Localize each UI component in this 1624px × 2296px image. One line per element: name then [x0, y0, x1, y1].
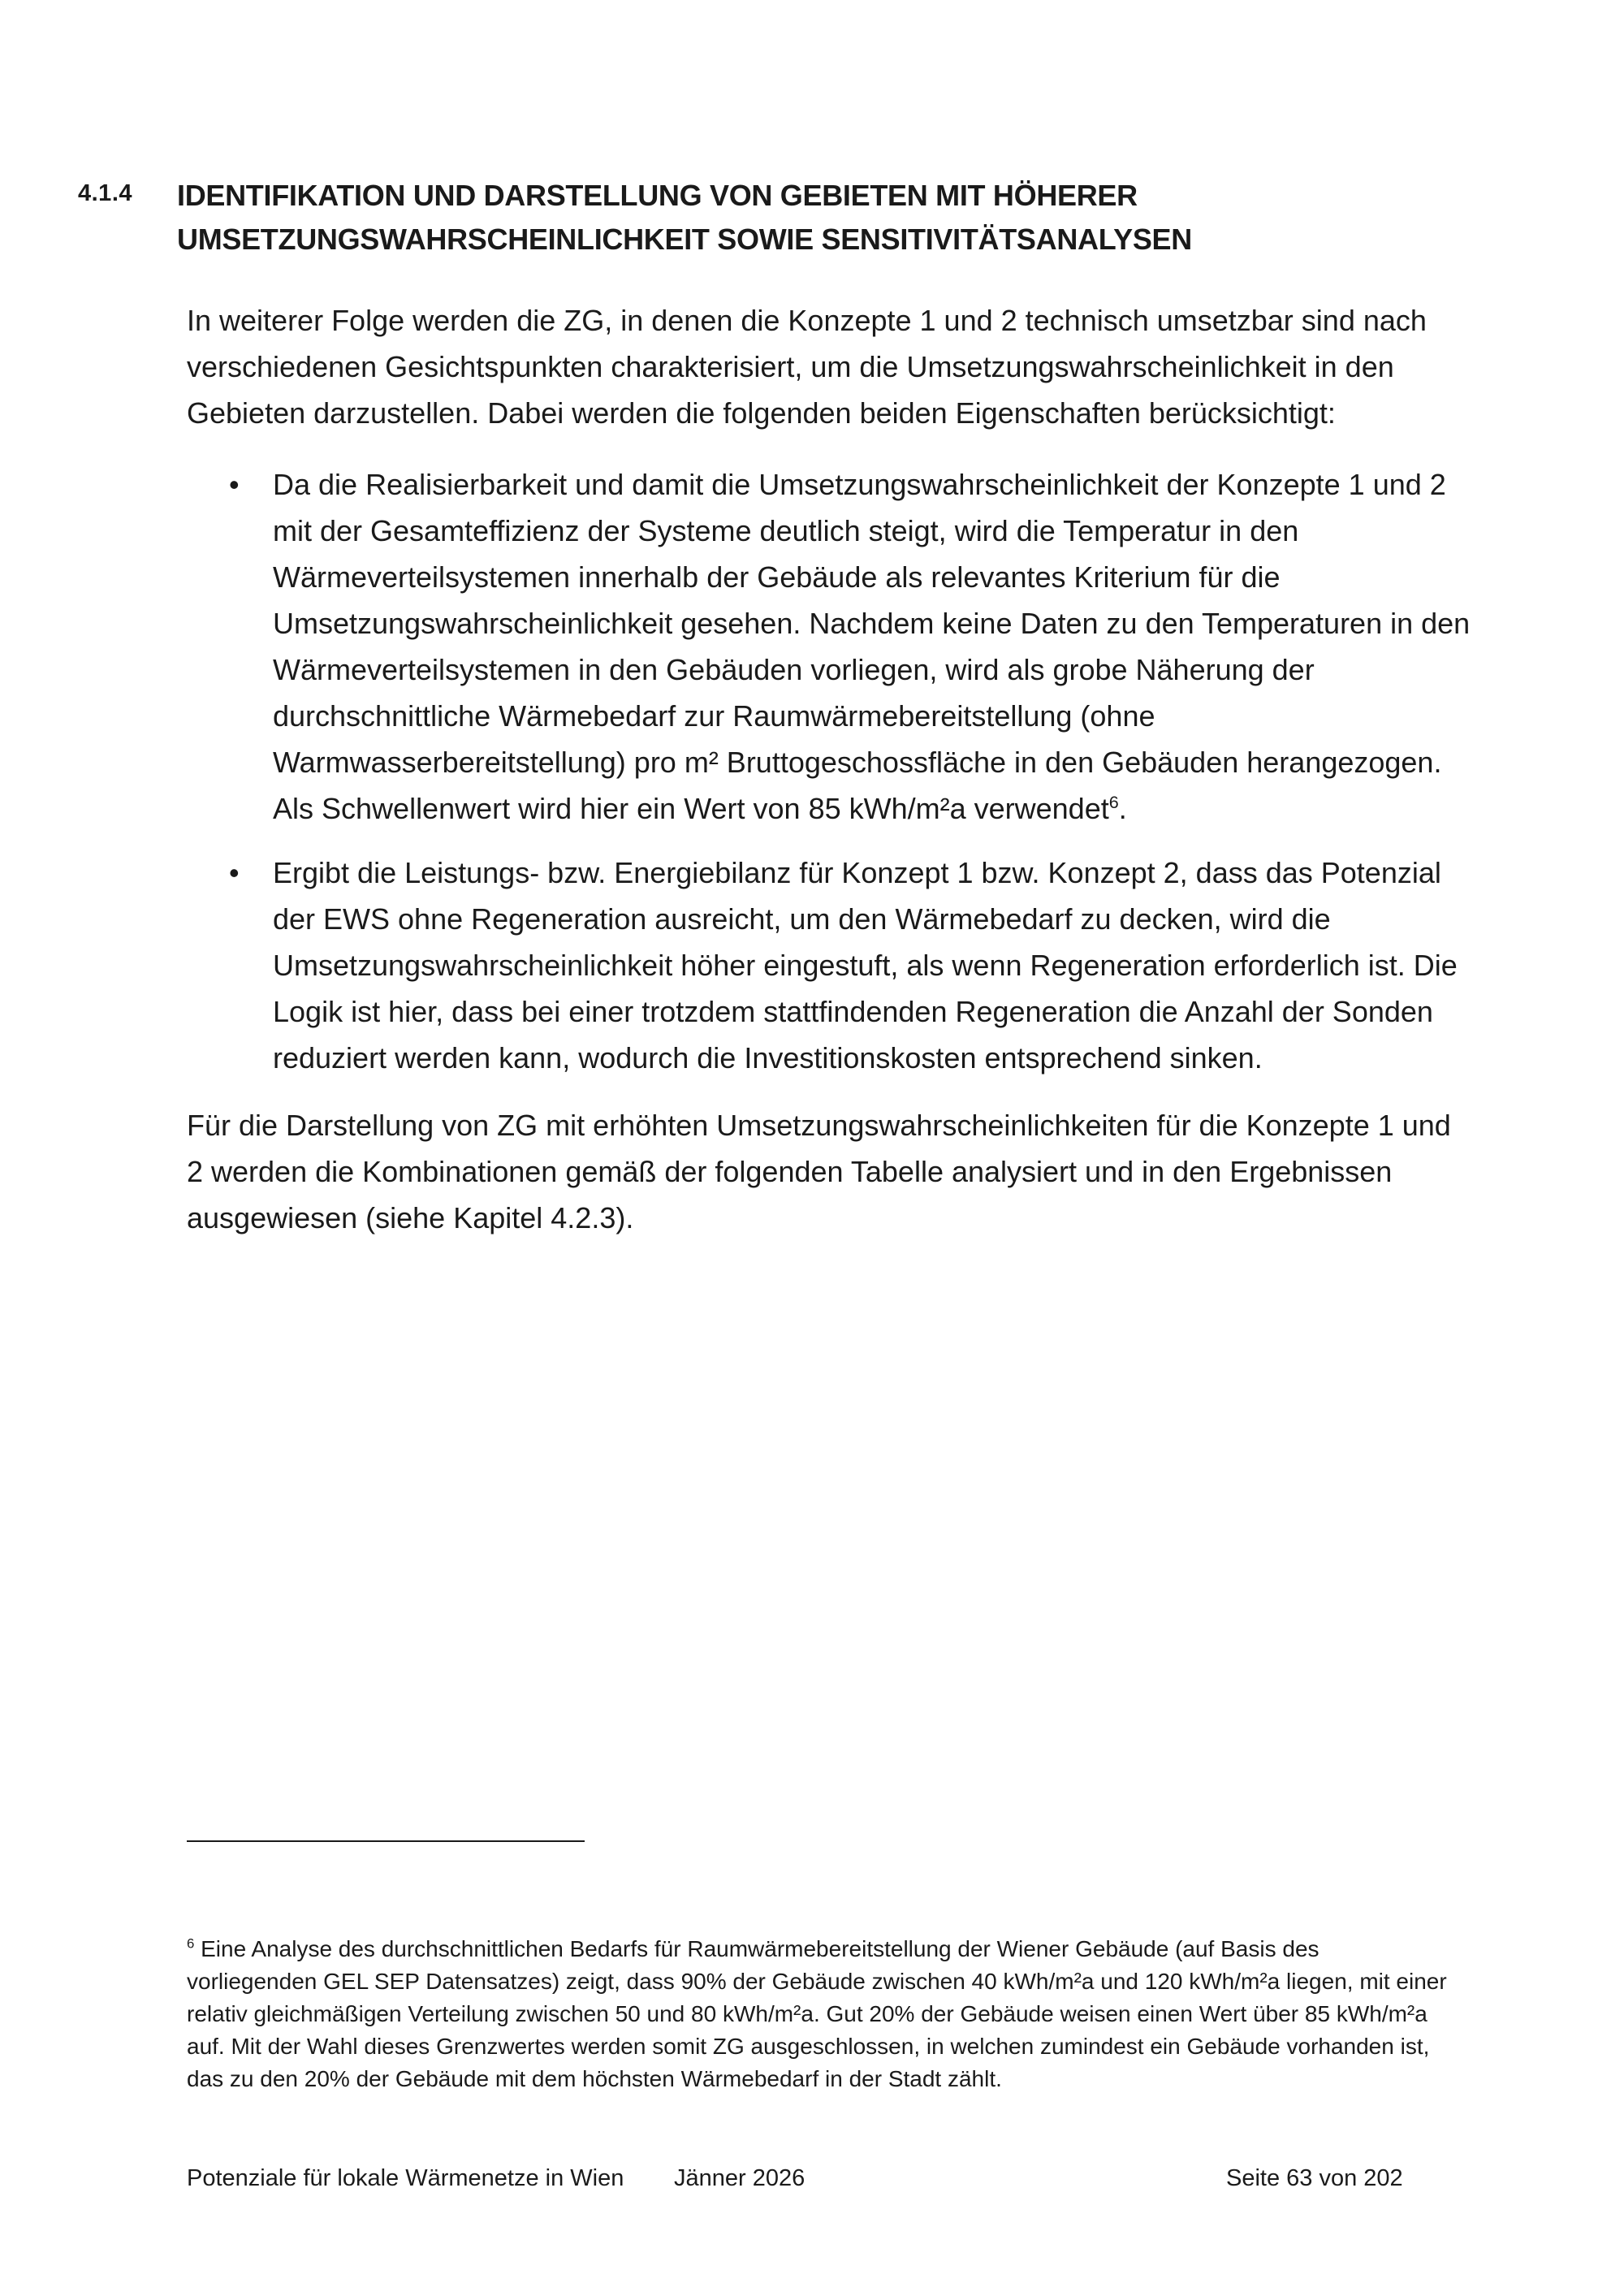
bullet-marker: •	[229, 468, 240, 501]
footnote-separator	[187, 1840, 585, 1842]
list-item-text: Da die Realisierbarkeit und damit die Umsetzungswahrscheinlichkeit der Konzepte 1 und 2 mit der Gesamteffizienz der Systeme deutlich steigt, wird die Temperatur in den Wärmeverteilsystemen innerhalb der Gebäude als relevantes Kriterium für die Umsetzungswahrscheinlichkeit gesehen. Nachdem keine Daten zu den Temperaturen in den Wärmeverteilsystemen in den Gebäuden vorliegen, wird als grobe Näherung der durchschnittliche Wärmebedarf zur Raumwärmebereitstellung (ohne Warmwasserbereitstellung) pro m² Bruttogeschossfläche in den Gebäuden herangezogen. Als Schwellenwert wird hier ein Wert von 85 kWh/m²a verwendet	[273, 468, 1471, 825]
intro-paragraph: In weiterer Folge werden die ZG, in denen die Konzepte 1 und 2 technisch umsetzbar sind nach verschiedenen Gesichtspunkten charakterisiert, um die Umsetzungswahrscheinlichkeit in den Gebieten darzustellen. Dabei werden die folgenden beiden Eigenschaften berücksichtigt:	[187, 304, 1427, 430]
bullet-marker: •	[229, 856, 240, 889]
list-item-text: Ergibt die Leistungs- bzw. Energiebilanz für Konzept 1 bzw. Konzept 2, dass das Potenzial der EWS ohne Regeneration ausreicht, um den Wärmebedarf zu decken, wird die Umsetzungswahrscheinlichkeit höher eingestuft, als wenn Regeneration erforderlich ist. Die Logik ist hier, dass bei einer trotzdem stattfindenden Regeneration die Anzahl der Sonden reduziert werden kann, wodurch die Investitionskosten entsprechend sinken.	[273, 856, 1458, 1074]
footnote	[187, 1933, 1453, 2095]
footnote-text: Eine Analyse des durchschnittlichen Bedarfs für Raumwärmebereitstellung der Wiener Gebäude (auf Basis des vorliegenden GEL SEP Datensatzes) zeigt, dass 90% der Gebäude zwischen 40 kWh/m²a und 120 kWh/m²a liegen, mit einer relativ gleichmäßigen Verteilung zwischen 50 und 80 kWh/m²a. Gut 20% der Gebäude weisen einen Wert über 85 kWh/m²a auf. Mit der Wahl dieses Grenzwertes werden somit ZG ausgeschlossen, in welchen zumindest ein Gebäude vorhanden ist, das zu den 20% der Gebäude mit dem höchsten Wärmebedarf in der Stadt zählt.	[187, 1936, 1447, 2091]
section-title-line-1: IDENTIFIKATION UND DARSTELLUNG VON GEBIETEN MIT HÖHERER	[177, 179, 1138, 212]
criteria-list	[187, 461, 1482, 1099]
footnote-reference[interactable]: 6	[1108, 792, 1119, 812]
closing-paragraph: Für die Darstellung von ZG mit erhöhten Umsetzungswahrscheinlichkeiten für die Konzepte 1 und 2 werden die Kombinationen gemäß der folgenden Tabelle analysiert und in den Ergebnissen ausgewiesen (siehe Kapitel 4.2.3).	[187, 1109, 1451, 1234]
footnote-number: 6	[187, 1935, 195, 1952]
footer-date: Jänner 2026	[674, 2165, 806, 2191]
list-item-text-end: .	[1118, 792, 1127, 825]
list-item	[187, 461, 1482, 832]
footer-document-title: Potenziale für lokale Wärmenetze in Wien	[187, 2165, 624, 2191]
section-title-line-2: UMSETZUNGSWAHRSCHEINLICHKEIT SOWIE SENSITIVITÄTSANALYSEN	[177, 223, 1192, 256]
list-item	[187, 850, 1482, 1081]
footer-page-number: Seite 63 von 202	[1226, 2165, 1403, 2191]
section-title	[177, 174, 1476, 262]
section-number: 4.1.4	[78, 180, 132, 206]
